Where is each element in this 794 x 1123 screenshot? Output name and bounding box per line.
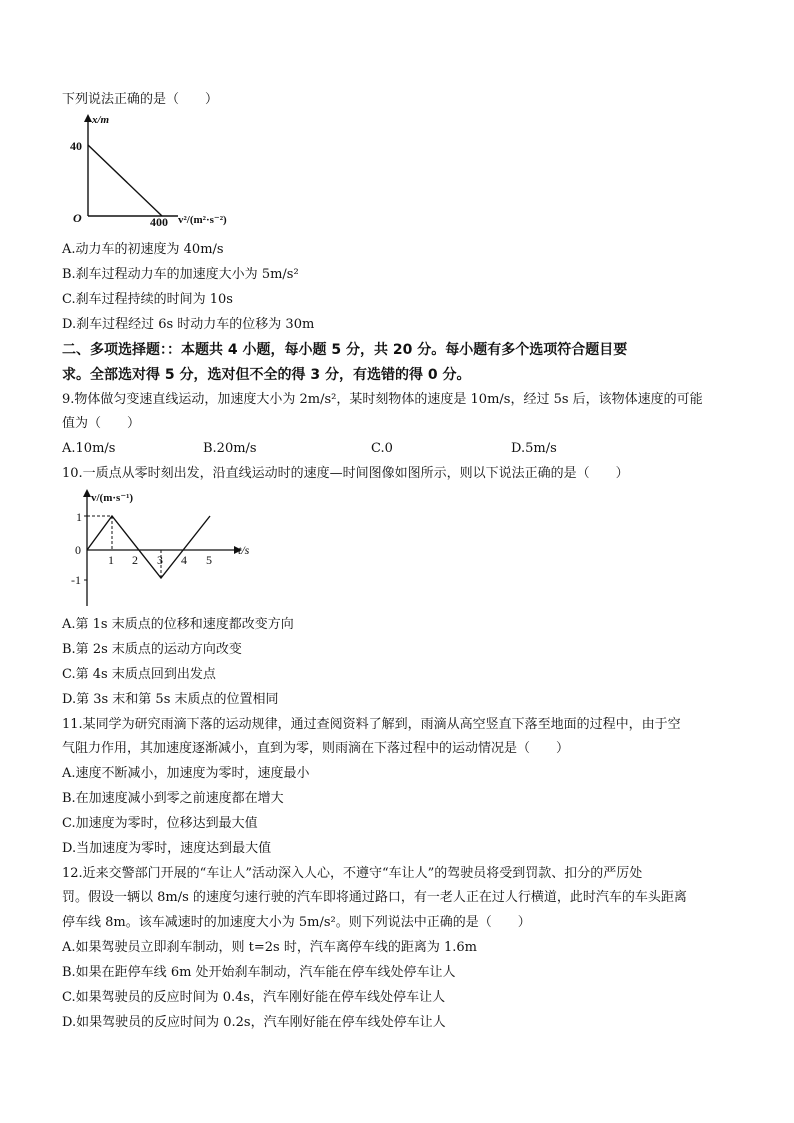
q8-stem-tail: 下列说法正确的是（ ） — [62, 92, 219, 107]
q8-option-d: D.刹车过程经过 6s 时动力车的位移为 30m — [62, 317, 315, 332]
q9-option-a: A.10m/s — [62, 441, 116, 456]
q11-option-b: B.在加速度减小到零之前速度都在增大 — [62, 791, 284, 806]
q10-x-axis-label: t/s — [238, 543, 250, 557]
q10-option-a: A.第 1s 末质点的位移和速度都改变方向 — [62, 617, 294, 632]
q8-option-b: B.刹车过程动力车的加速度大小为 5m/s² — [62, 267, 299, 282]
q10-x-tick-5: 5 — [206, 553, 212, 567]
q8-y-axis-label: x/m — [92, 114, 110, 126]
q12-stem-line1: 12.近来交警部门开展的“车让人”活动深入人心，不遵守“车让人”的驾驶员将受到罚款、扣分的严厉处 — [62, 866, 643, 881]
q9-stem-line2: 值为（ ） — [62, 416, 141, 431]
q10-option-d: D.第 3s 末和第 5s 末质点的位置相同 — [62, 692, 279, 707]
q8-x-tick: 400 — [150, 215, 168, 229]
q10-x-tick-3: 3 — [157, 553, 163, 567]
q8-y-tick: 40 — [70, 139, 82, 153]
q10-option-c: C.第 4s 末质点回到出发点 — [62, 667, 216, 682]
q12-option-b: B.如果在距停车线 6m 处开始刹车制动，汽车能在停车线处停车让人 — [62, 965, 456, 980]
q10-option-b: B.第 2s 末质点的运动方向改变 — [62, 642, 242, 657]
q9-option-b: B.20m/s — [203, 441, 257, 456]
q11-option-c: C.加速度为零时，位移达到最大值 — [62, 816, 258, 831]
q8-graph — [62, 112, 252, 230]
q10-x-tick-1: 1 — [108, 553, 114, 567]
q9-option-d: D.5m/s — [511, 441, 557, 456]
q11-stem-line2: 气阻力作用，其加速度逐渐减小，直到为零，则雨滴在下落过程中的运动情况是（ ） — [62, 741, 570, 756]
q10-x-tick-2: 2 — [132, 553, 138, 567]
q9-stem-line1: 9.物体做匀变速直线运动，加速度大小为 2m/s²，某时刻物体的速度是 10m/s，经过 5s 后，该物体速度的可能 — [62, 392, 703, 407]
q8-origin: O — [73, 211, 82, 225]
q11-stem-line1: 11.某同学为研究雨滴下落的运动规律，通过查阅资料了解到，雨滴从高空竖直下落至地面的过程中，由于空 — [62, 717, 681, 732]
q10-y-tick-1: 1 — [76, 510, 82, 524]
q8-option-c: C.刹车过程持续的时间为 10s — [62, 292, 233, 307]
section2-heading-line2: 求。全部选对得 5 分，选对但不全的得 3 分，有选错的得 0 分。 — [62, 367, 471, 383]
q10-y-axis-label: v/(m·s⁻¹) — [91, 492, 134, 504]
q11-option-d: D.当加速度为零时，速度达到最大值 — [62, 841, 272, 856]
q12-option-a: A.如果驾驶员立即刹车制动，则 t=2s 时，汽车离停车线的距离为 1.6m — [62, 940, 477, 955]
q10-graph — [70, 488, 270, 610]
q12-stem-line3: 停车线 8m。该车减速时的加速度大小为 5m/s²。则下列说法中正确的是（ ） — [62, 915, 531, 930]
q10-origin: 0 — [75, 543, 81, 557]
q8-option-a: A.动力车的初速度为 40m/s — [62, 242, 224, 257]
q10-stem: 10.一质点从零时刻出发，沿直线运动时的速度—时间图像如图所示，则以下说法正确的是（ ） — [62, 466, 629, 481]
q10-x-tick-4: 4 — [181, 553, 187, 567]
q11-option-a: A.速度不断减小，加速度为零时，速度最小 — [62, 766, 310, 781]
q9-option-c: C.0 — [371, 441, 393, 456]
section2-heading-line1: 二、多项选择题：：本题共 4 小题，每小题 5 分，共 20 分。每小题有多个选项符合题目要 — [62, 342, 628, 358]
q8-x-axis-label: v²/(m²·s⁻²) — [178, 214, 227, 226]
q10-y-tick-neg1: -1 — [71, 573, 81, 587]
q12-option-d: D.如果驾驶员的反应时间为 0.2s，汽车刚好能在停车线处停车让人 — [62, 1015, 446, 1030]
q12-option-c: C.如果驾驶员的反应时间为 0.4s，汽车刚好能在停车线处停车让人 — [62, 990, 446, 1005]
q12-stem-line2: 罚。假设一辆以 8m/s 的速度匀速行驶的汽车即将通过路口，有一老人正在过人行横道，此时汽车的车头距离 — [62, 890, 687, 905]
